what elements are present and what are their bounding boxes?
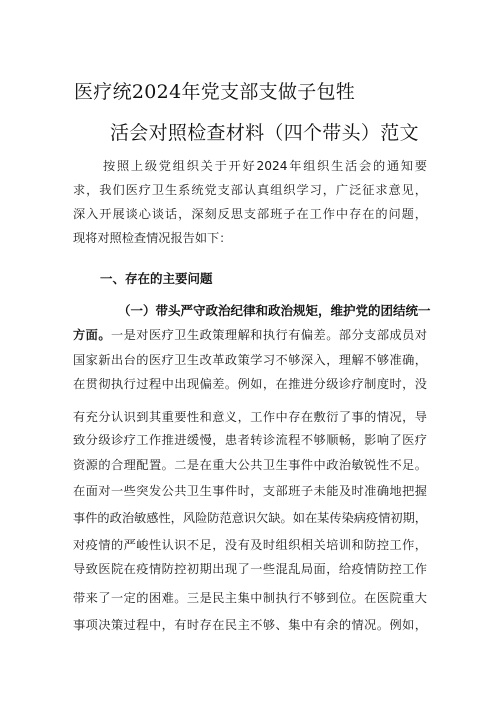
body-line: 有充分认识到其重要性和意义，工作中存在敷衍了事的情况，导 <box>73 410 427 424</box>
section-heading: 一、存在的主要问题 <box>100 271 213 286</box>
subsection-heading: （一）带头严守政治纪律和政治规矩，维护党的团结统一 <box>118 303 431 318</box>
body-line: 导致医院在疫情防控初期出现了一些混乱局面，给疫情防控工作 <box>73 562 427 576</box>
intro-line: 求，我们医疗卫生系统党支部认真组织学习，广泛征求意见， <box>73 183 427 197</box>
body-line: 事件的政治敏感性，风险防范意识欠缺。如在某传染病疫情初期， <box>73 511 427 525</box>
body-line: 致分级诊疗工作推进缓慢，患者转诊流程不够顺畅，影响了医疗 <box>73 433 427 447</box>
document-title-line-2: 活会对照检查材料（四个带头）范文 <box>110 122 419 144</box>
body-line-first <box>73 327 427 343</box>
intro-line: 按照上级党组织关于开好2024年组织生活会的通知要 <box>103 159 427 173</box>
body-line: 在贯彻执行过程中出现偏差。例如，在推进分级诊疗制度时，没 <box>73 377 427 391</box>
subsection-heading-tail: 方面。 <box>73 328 111 342</box>
intro-line: 现将对照检查情况报告如下： <box>73 231 232 245</box>
body-line-first-text: 一是对医疗卫生政策理解和执行有偏差。部分支部成员对 <box>110 328 428 342</box>
body-line: 事项决策过程中，有时存在民主不够、集中有余的情况。例如， <box>73 618 427 632</box>
body-line: 国家新出台的医疗卫生改革政策学习不够深入，理解不够准确， <box>73 353 427 367</box>
body-line: 在面对一些突发公共卫生事件时，支部班子未能及时准确地把握 <box>73 484 427 498</box>
intro-line: 深入开展谈心谈话，深刻反思支部班子在工作中存在的问题， <box>73 207 427 221</box>
body-line: 带来了一定的困难。三是民主集中制执行不够到位。在医院重大 <box>73 591 427 605</box>
body-line: 资源的合理配置。二是在重大公共卫生事件中政治敏锐性不足。 <box>73 458 427 472</box>
body-line: 对疫情的严峻性认识不足，没有及时组织相关培训和防控工作， <box>73 538 427 552</box>
document-title-line-1: 医疗统2024年党支部支做子包牲 <box>74 81 356 103</box>
